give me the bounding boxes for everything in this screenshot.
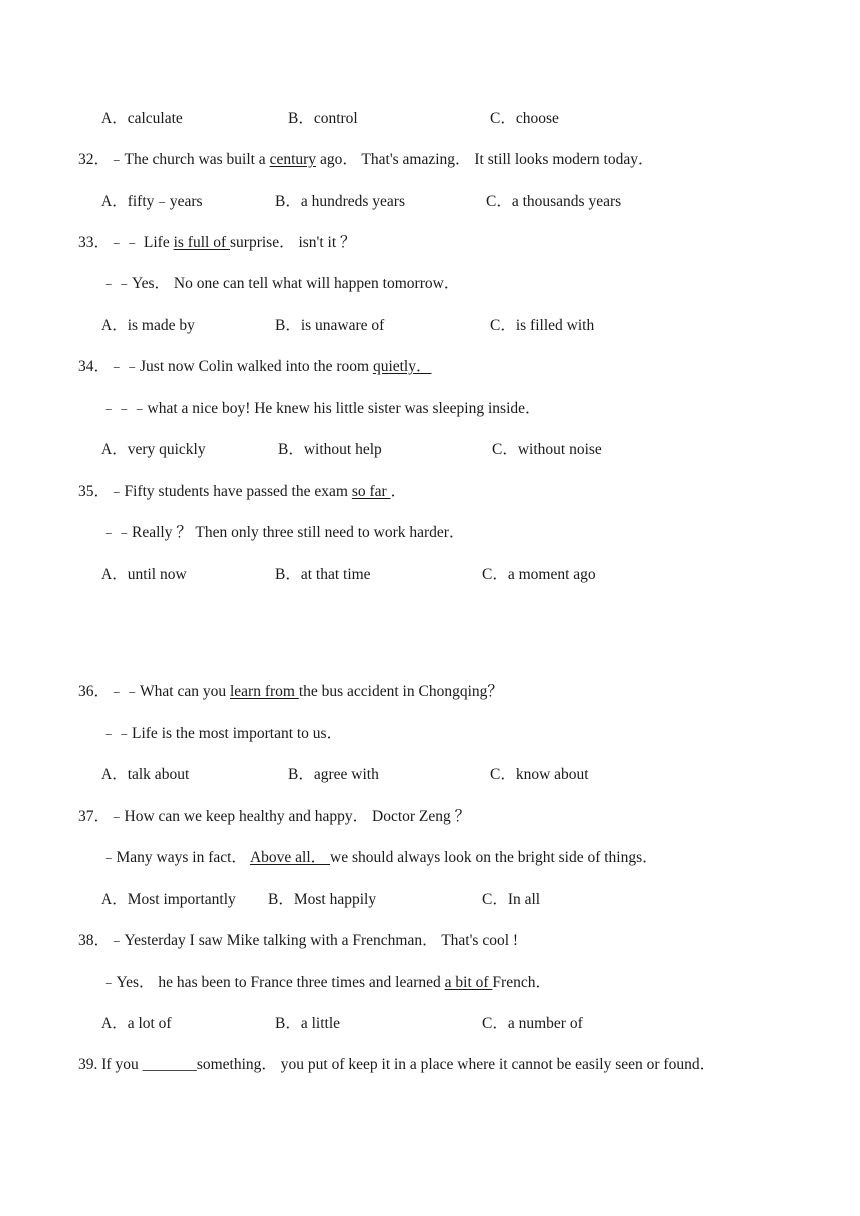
reply-text: French． [492, 974, 551, 991]
q35-option-b: B．at that time [275, 566, 371, 583]
q34-option-a: A．very quickly [101, 441, 206, 458]
stem-text: ﹣﹣Just now Colin walked into the room [109, 358, 373, 375]
stem-text: ． [390, 483, 407, 500]
q38-stem [78, 928, 518, 950]
q37-reply [101, 845, 658, 867]
q38-option-b: B．a little [275, 1015, 341, 1032]
q38-reply [101, 970, 551, 992]
reply-text: we should always look on the bright side of things． [330, 849, 658, 866]
stem-text: ago． That's amazing． It still looks modern today． [316, 151, 654, 168]
stem-text: ﹣How can we keep healthy and happy． Doctor Zeng ？ [109, 808, 471, 825]
stem-text: ﹣Fifty students have passed the exam [109, 483, 352, 500]
stem-text: ﹣﹣What can you [109, 683, 230, 700]
q33-reply: ﹣﹣Yes． No one can tell what will happen tomorrow． [101, 275, 460, 292]
underlined-phrase: Above all． [249, 849, 331, 866]
question-number: 33． [78, 234, 110, 251]
q36-reply: ﹣﹣Life is the most important to us． [101, 725, 343, 742]
q33-option-a: A．is made by [101, 317, 195, 334]
underlined-phrase: so far [351, 483, 391, 500]
q35-option-c: C．a moment ago [482, 566, 596, 583]
q35-stem [78, 479, 406, 501]
stem-text: surprise． isn't it ？ [230, 234, 356, 251]
q37-stem [78, 804, 470, 826]
q31-option-c: C．choose [490, 110, 559, 127]
q37-option-a: A．Most importantly [101, 891, 236, 908]
q35-option-a: A．until now [101, 566, 187, 583]
q33-option-c: C．is filled with [490, 317, 595, 334]
q31-option-a: A．calculate [101, 110, 183, 127]
q34-option-b: B．without help [278, 441, 382, 458]
question-number: 35． [78, 483, 110, 500]
question-number: 37． [78, 808, 110, 825]
q39-stem: 39. If you _______something． you put of keep it in a place where it cannot be easily seen or found． [78, 1056, 716, 1073]
reply-text: ﹣Many ways in fact． [101, 849, 250, 866]
reply-text: ﹣Yes． he has been to France three times and learned [101, 974, 445, 991]
q37-option-b: B．Most happily [268, 891, 377, 908]
q36-option-b: B．agree with [288, 766, 379, 783]
q34-stem [78, 354, 432, 376]
q32-stem [78, 147, 654, 169]
question-number: 36． [78, 683, 110, 700]
q31-option-b: B．control [288, 110, 358, 127]
question-number: 38． [78, 932, 110, 949]
stem-text: ﹣﹣ Life [109, 234, 174, 251]
underlined-phrase: quietly． [372, 358, 432, 375]
underlined-phrase: century [269, 151, 317, 168]
q32-option-c: C．a thousands years [486, 193, 622, 210]
q36-stem [78, 679, 503, 701]
q32-option-b: B．a hundreds years [275, 193, 405, 210]
q34-option-c: C．without noise [492, 441, 602, 458]
underlined-phrase: a bit of [444, 974, 493, 991]
q37-option-c: C．In all [482, 891, 541, 908]
underlined-phrase: learn from [229, 683, 299, 700]
q36-option-a: A．talk about [101, 766, 190, 783]
question-number: 32． [78, 151, 110, 168]
stem-text: ﹣Yesterday I saw Mike talking with a Frenchman． That's cool ! [109, 932, 519, 949]
stem-text: ﹣The church was built a [109, 151, 270, 168]
stem-text: the bus accident in Chongqing？ [298, 683, 503, 700]
question-number: 34． [78, 358, 110, 375]
q32-option-a: A．fifty﹣years [101, 193, 203, 210]
q35-reply: ﹣﹣Really ？ Then only three still need to work harder． [101, 524, 465, 541]
q33-stem [78, 230, 356, 252]
q36-option-c: C．know about [490, 766, 589, 783]
q33-option-b: B．is unaware of [275, 317, 385, 334]
q38-option-a: A．a lot of [101, 1015, 172, 1032]
underlined-phrase: is full of [173, 234, 230, 251]
q38-option-c: C．a number of [482, 1015, 583, 1032]
q34-reply: ﹣﹣﹣what a nice boy! He knew his little sister was sleeping inside． [101, 400, 541, 417]
